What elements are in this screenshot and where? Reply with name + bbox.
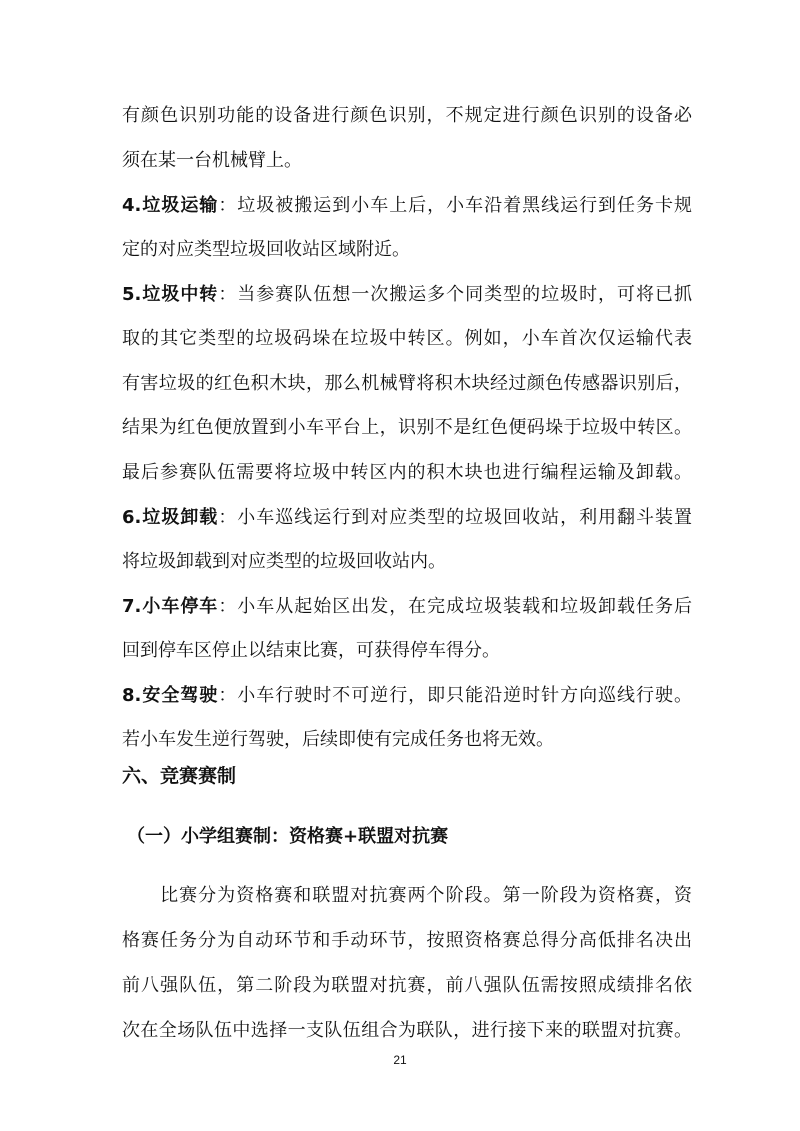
body-line: 须在某一台机械臂上。 — [122, 150, 302, 171]
list-item-text: ：垃圾被搬运到小车上后，小车沿着黑线运行到任务卡规 — [218, 195, 692, 216]
body-line: 有颜色识别功能的设备进行颜色识别，不规定进行颜色识别的设备必 — [122, 105, 692, 126]
list-item-garbage-unloading — [122, 506, 692, 530]
body-line: 回到停车区停止以结束比赛，可获得停车得分。 — [122, 640, 500, 661]
body-line: 若小车发生逆行驾驶，后续即使有完成任务也将无效。 — [122, 729, 554, 750]
body-line: 定的对应类型垃圾回收站区域附近。 — [122, 239, 410, 260]
list-item-garbage-transport — [122, 194, 692, 218]
list-item-text: ：当参赛队伍想一次搬运多个同类型的垃圾时，可将已抓 — [218, 284, 692, 305]
list-item-label: 4.垃圾运输 — [122, 195, 219, 216]
list-item-safe-driving — [122, 684, 692, 708]
paragraph-line: 比赛分为资格赛和联盟对抗赛两个阶段。第一阶段为资格赛，资 — [122, 885, 692, 906]
list-item-text: ：小车从起始区出发，在完成垃圾装载和垃圾卸载任务后 — [218, 596, 692, 617]
body-line: 取的其它类型的垃圾码垛在垃圾中转区。例如，小车首次仅运输代表 — [122, 328, 692, 349]
body-line: 结果为红色便放置到小车平台上，识别不是红色便码垛于垃圾中转区。 — [122, 417, 692, 438]
subsection-heading: （一）小学组赛制：资格赛+联盟对抗赛 — [127, 826, 449, 847]
section-heading: 六、竞赛赛制 — [122, 765, 237, 787]
list-item-label: 7.小车停车 — [122, 596, 219, 617]
list-item-garbage-transfer — [122, 283, 692, 307]
paragraph-line: 前八强队伍，第二阶段为联盟对抗赛，前八强队伍需按照成绩排名依 — [122, 975, 692, 996]
body-line: 将垃圾卸载到对应类型的垃圾回收站内。 — [122, 551, 446, 572]
list-item-text: ：小车巡线运行到对应类型的垃圾回收站，利用翻斗装置 — [218, 507, 692, 528]
body-line: 有害垃圾的红色积木块，那么机械臂将积木块经过颜色传感器识别后， — [122, 373, 692, 394]
page-number: 21 — [393, 1053, 407, 1067]
body-line: 最后参赛队伍需要将垃圾中转区内的积木块也进行编程运输及卸载。 — [122, 462, 692, 483]
paragraph-line: 格赛任务分为自动环节和手动环节，按照资格赛总得分高低排名决出 — [122, 930, 692, 951]
list-item-label: 6.垃圾卸载 — [122, 507, 219, 528]
list-item-car-parking — [122, 595, 692, 619]
paragraph-line: 次在全场队伍中选择一支队伍组合为联队，进行接下来的联盟对抗赛。 — [122, 1020, 692, 1041]
list-item-label: 5.垃圾中转 — [122, 284, 219, 305]
list-item-text: ：小车行驶时不可逆行，即只能沿逆时针方向巡线行驶。 — [218, 685, 692, 706]
list-item-label: 8.安全驾驶 — [122, 685, 219, 706]
